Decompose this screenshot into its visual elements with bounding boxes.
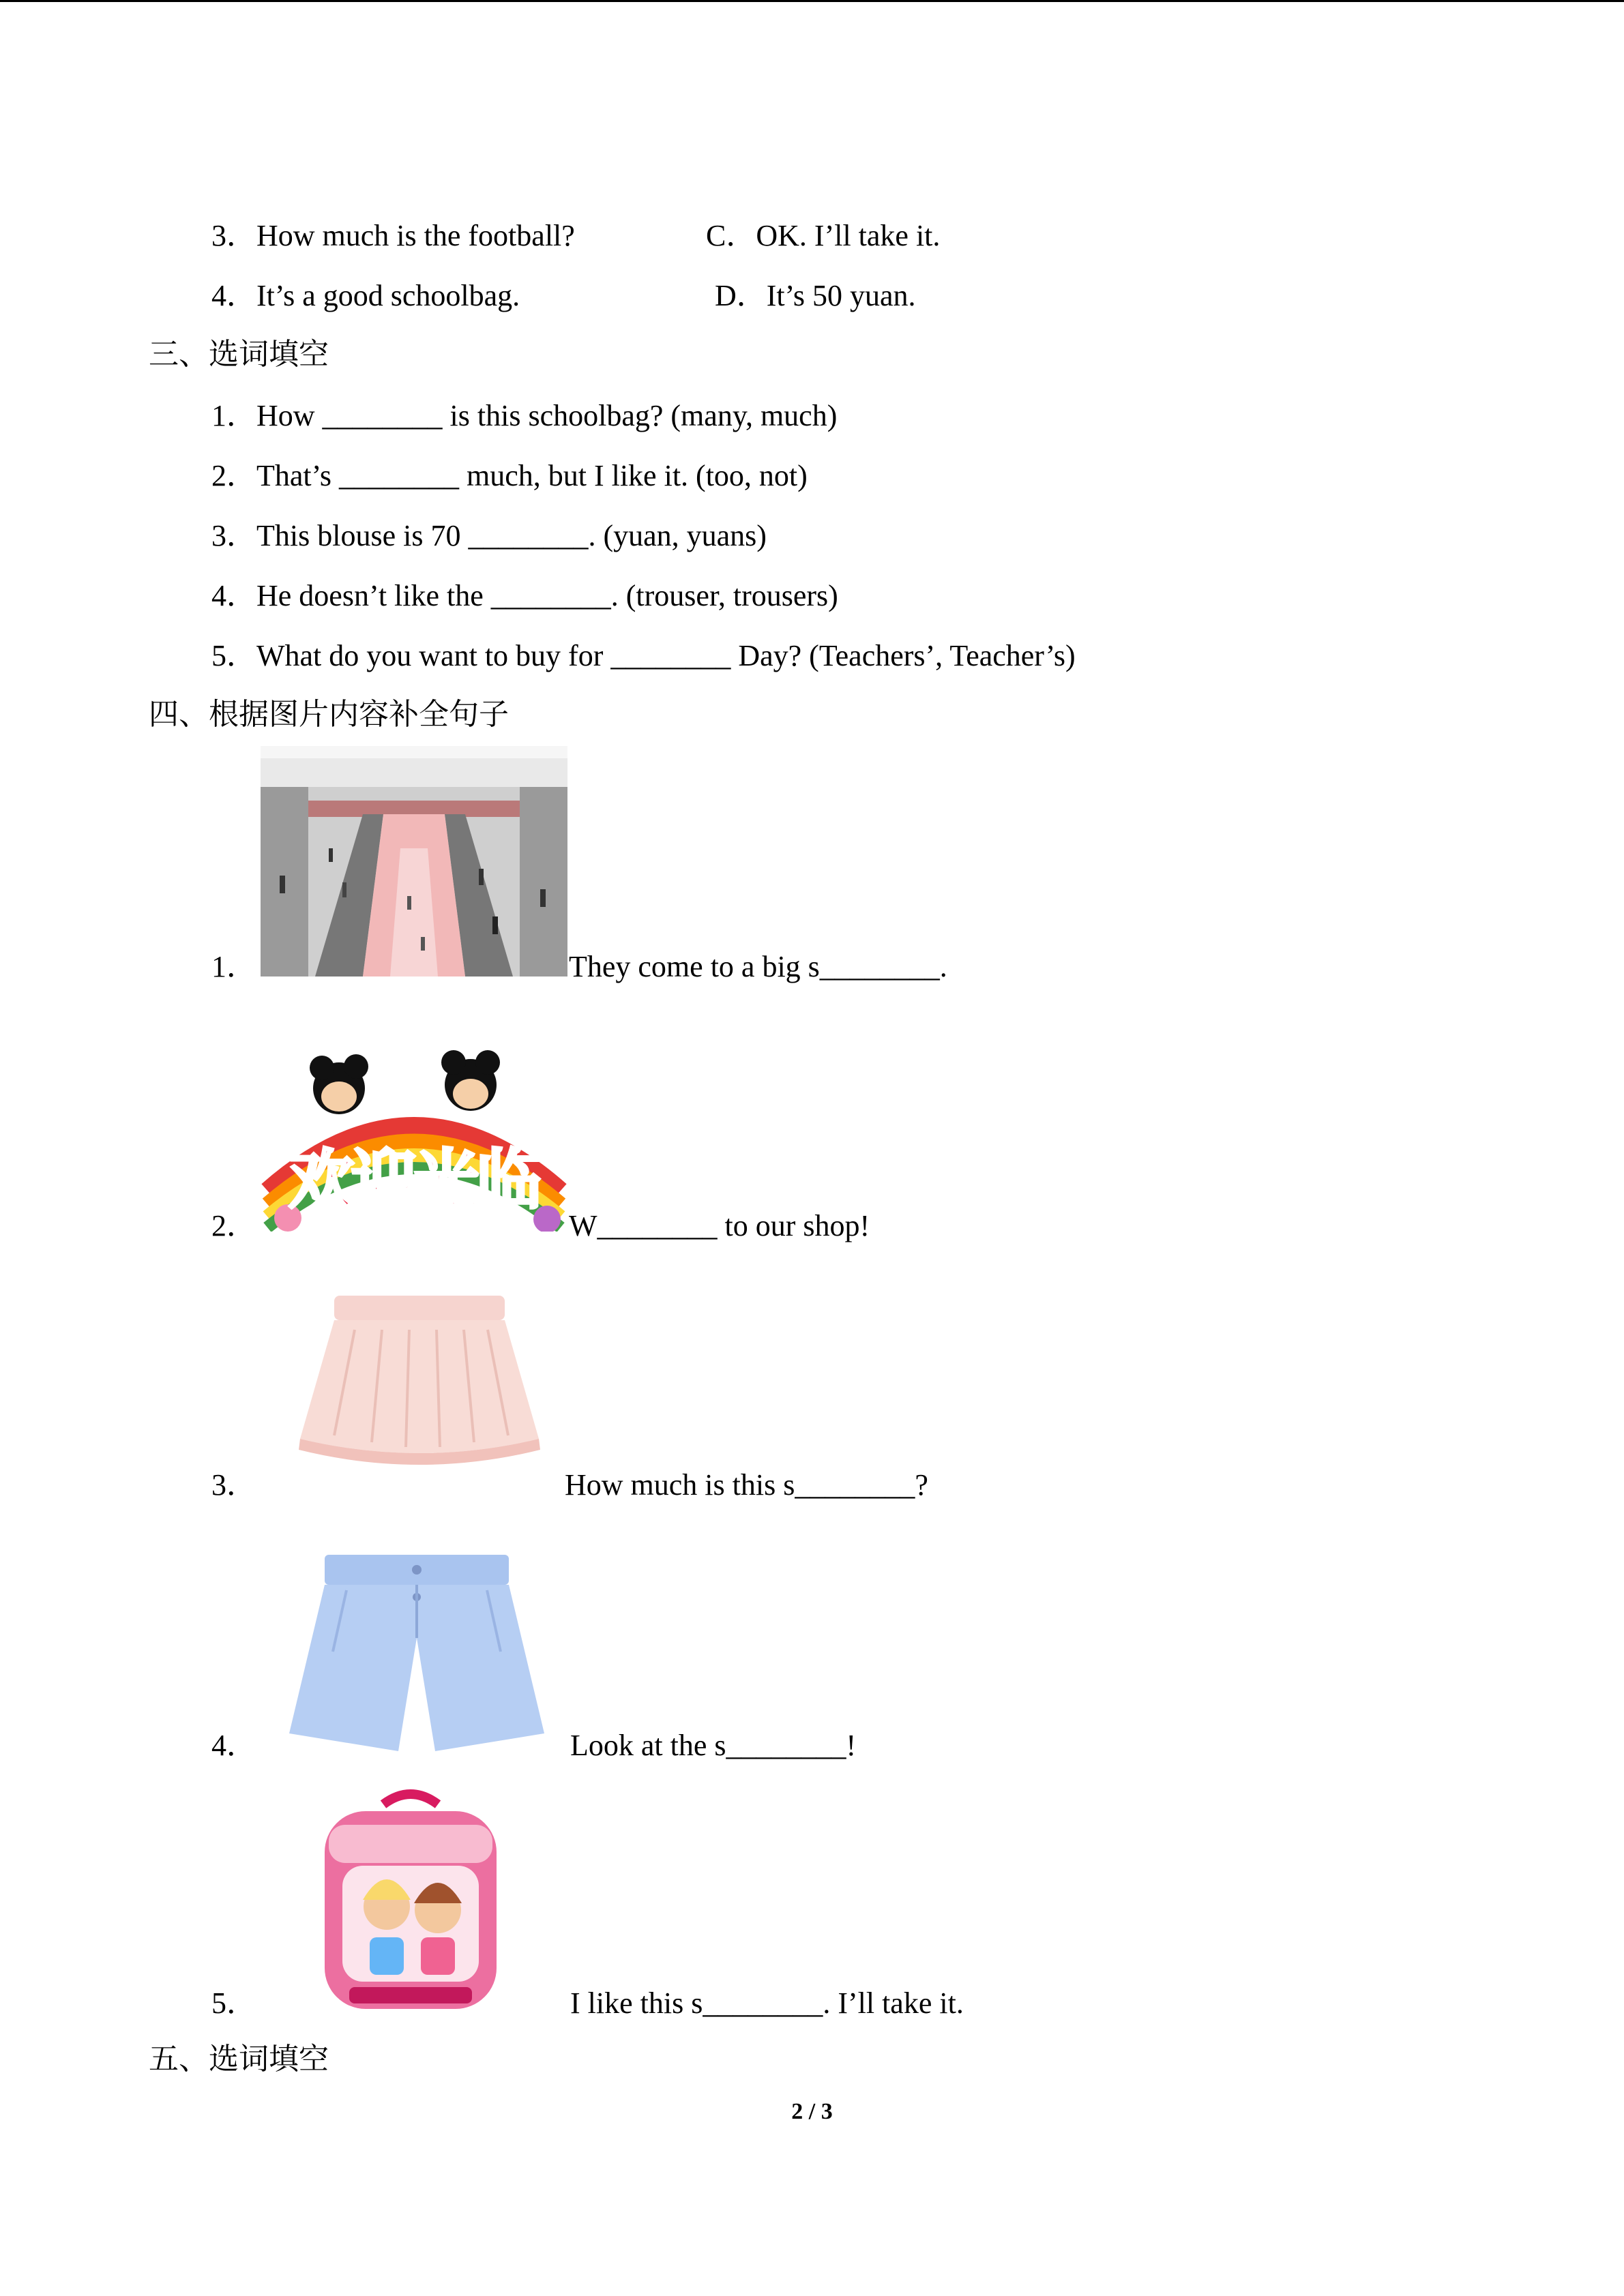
pink-skirt-image	[293, 1289, 546, 1466]
section-4-item-3-text: How much is this s________?	[565, 1468, 928, 1502]
shopping-mall-photo	[261, 746, 567, 976]
item-text: He doesn’t like the ________. (trouser, trousers)	[256, 579, 838, 612]
blue-shorts-image	[285, 1549, 548, 1754]
answer-text: It’s 50 yuan.	[766, 279, 916, 312]
match-row-3	[211, 218, 575, 254]
answer-letter: C．	[706, 219, 756, 252]
match-question: How much is the football?	[256, 219, 575, 252]
section-4-item-3-number: 3．	[211, 1468, 256, 1502]
section-4-item-4-number: 4．	[211, 1729, 256, 1762]
section-3-item-4	[211, 578, 838, 614]
item-number: 4．	[211, 279, 256, 312]
item-number: 2．	[211, 459, 256, 492]
item-number: 5．	[211, 639, 256, 672]
section-4-item-1-text: They come to a big s________.	[569, 950, 947, 983]
section-3-heading: 三、选词填空	[149, 337, 329, 372]
page-number: 2 / 3	[791, 2099, 833, 2124]
section-4-item-5-number: 5．	[211, 1986, 256, 2020]
welcome-sign-image	[261, 1034, 567, 1232]
item-number: 4．	[211, 579, 256, 612]
welcome-sign-text: 欢迎光临	[289, 1142, 540, 1219]
section-4-item-5-text: I like this s________. I’ll take it.	[570, 1986, 964, 2020]
item-text: This blouse is 70 ________. (yuan, yuans)	[256, 519, 767, 552]
item-text: What do you want to buy for ________ Day? (Teachers’, Teacher’s)	[256, 639, 1076, 672]
section-3-item-1	[211, 398, 837, 434]
section-4-heading: 四、根据图片内容补全句子	[149, 697, 509, 732]
match-answer-c	[706, 218, 940, 254]
match-question: It’s a good schoolbag.	[256, 279, 520, 312]
item-text: How ________ is this schoolbag? (many, much)	[256, 399, 838, 432]
section-3-item-2	[211, 458, 808, 494]
match-answer-d	[715, 278, 916, 314]
item-number: 3．	[211, 219, 256, 252]
section-4-item-2-number: 2．	[211, 1209, 256, 1242]
item-text: That’s ________ much, but I like it. (too, not)	[256, 459, 808, 492]
section-4-item-4-text: Look at the s________!	[570, 1729, 857, 1762]
section-3-item-5	[211, 638, 1076, 674]
answer-text: OK. I’ll take it.	[756, 219, 941, 252]
item-number: 3．	[211, 519, 256, 552]
answer-letter: D．	[715, 279, 767, 312]
section-3-item-3	[211, 518, 767, 554]
page-top-border	[0, 0, 1624, 2]
section-4-item-1-number: 1．	[211, 950, 256, 983]
pink-schoolbag-image	[308, 1784, 513, 2014]
section-4-item-2-text: W________ to our shop!	[569, 1209, 870, 1242]
item-number: 1．	[211, 399, 256, 432]
section-5-heading: 五、选词填空	[149, 2042, 329, 2076]
match-row-4	[211, 278, 520, 314]
